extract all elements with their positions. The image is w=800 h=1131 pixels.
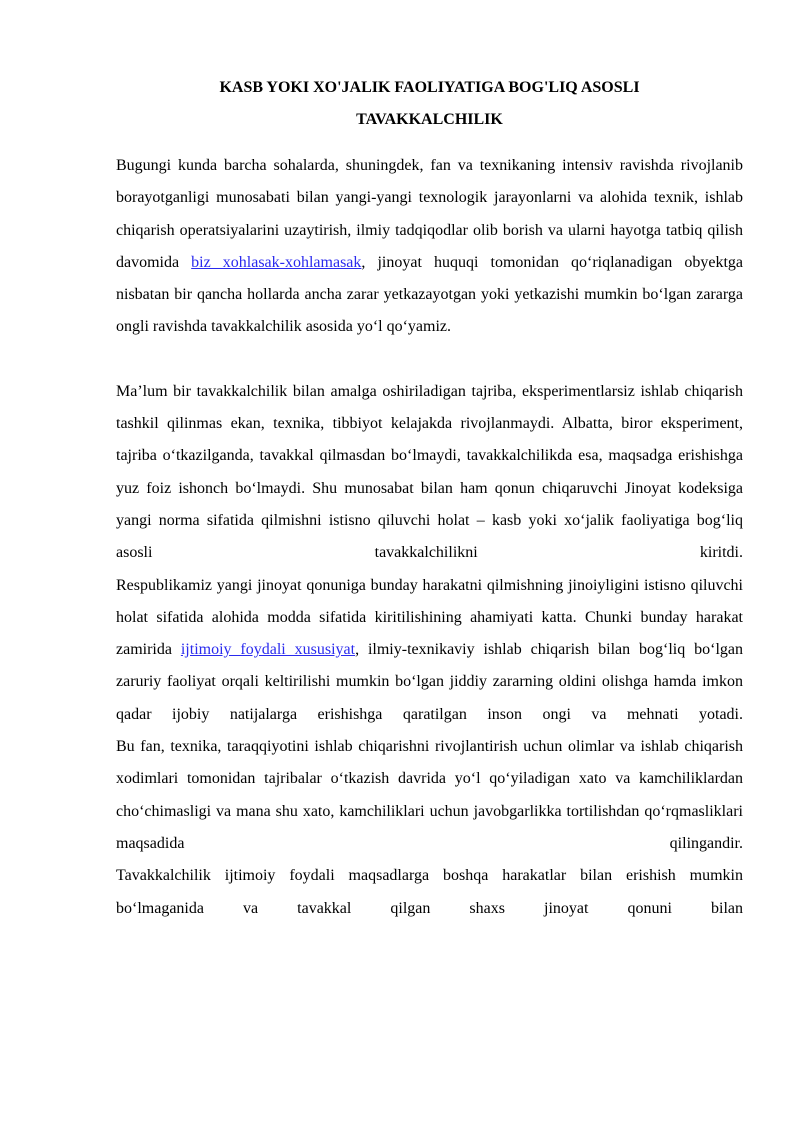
title-line-1: KASB YOKI XO'JALIK FAOLIYATIGA BOG'LIQ ASOSLI xyxy=(219,79,640,96)
document-page xyxy=(116,72,743,925)
paragraph-3 xyxy=(116,570,743,731)
title-line-2: TAVAKKALCHILIK xyxy=(356,111,503,128)
paragraph-3-text-a: Respublikamiz yangi jinoyat qonuniga bunday harakatni qilmishning jinoiyligini istisno qiluvchi holat sifatida alohida modda sifatida kiritilishining ahamiyati katta. Chunki bunday harakat zamirida xyxy=(116,576,743,659)
paragraph-1 xyxy=(116,150,743,344)
paragraph-3-text-b: , ilmiy-texnikaviy ishlab chiqarish bilan bog‘liq bo‘lgan zaruriy faoliyat orqali keltirilishi mumkin bo‘lgan jiddiy zararning oldini olishga hamda imkon qadar ijobiy natijalarga erishishga qaratilgan inson ongi va mehnati yotadi. xyxy=(116,641,744,723)
paragraph-2: Ma’lum bir tavakkalchilik bilan amalga oshiriladigan tajriba, eksperimentlarsiz ishlab chiqarish tashkil qilinmas ekan, texnika, tibbiyot kelajakda rivojlanmaydi. Albatta, biror eksperiment, tajriba o‘tkazilganda, tavakkal qilmasdan bo‘lmaydi, tavakkalchilikda esa, maqsadga erishishga yuz foiz ishonch bo‘lmaydi. Shu munosabat bilan ham qonun chiqaruvchi Jinoyat kodeksiga yangi norma sifatida qilmishni istisno qiluvchi holat – kasb yoki xo‘jalik faoliyatiga bog‘liq asosli tavakkalchilikni kiritdi. xyxy=(116,382,743,562)
paragraph-4: Bu fan, texnika, taraqqiyotini ishlab chiqarishni rivojlantirish uchun olimlar va ishlab chiqarish xodimlari tomonidan tajribalar o‘tkazish davrida yo‘l qo‘yiladigan xato va kamchiliklardan cho‘chimasligi va mana shu xato, kamchiliklari uchun javobgarlikka tortilishdan qo‘rqmasliklari maqsadida qilingandir. xyxy=(116,738,743,852)
link-ijtimoiy-foydali[interactable]: ijtimoiy foydali xususiyat xyxy=(180,641,356,659)
paragraph-spacer xyxy=(116,344,743,376)
document-title xyxy=(116,72,743,136)
link-biz-xohlasak[interactable]: biz xohlasak-xohlamasak xyxy=(191,253,362,271)
paragraph-1-text-b: , jinoyat huquqi tomonidan qo‘riqlanadigan obyektga nisbatan bir qancha hollarda ancha zarar yetkazayotgan yoki yetkazishi mumkin bo‘lgan zararga ongli ravishda tavakkalchilik asosida yo‘l qo‘yamiz. xyxy=(116,253,744,336)
paragraph-1-text-a: Bugungi kunda barcha sohalarda, shuningdek, fan va texnikaning intensiv ravishda rivojlanib borayotganligi munosabati bilan yangi-yangi texnologik jarayonlarni va alohida texnik, ishlab chiqarish operatsiyalarini uzaytirish, ilmiy tadqiqodlar olib borish va ularni hayotga tatbiq qilish davomida xyxy=(116,157,743,271)
paragraph-5: Tavakkalchilik ijtimoiy foydali maqsadlarga boshqa harakatlar bilan erishish mumkin bo‘lmaganida va tavakkal qilgan shaxs jinoyat qonuni bilan xyxy=(116,867,743,917)
